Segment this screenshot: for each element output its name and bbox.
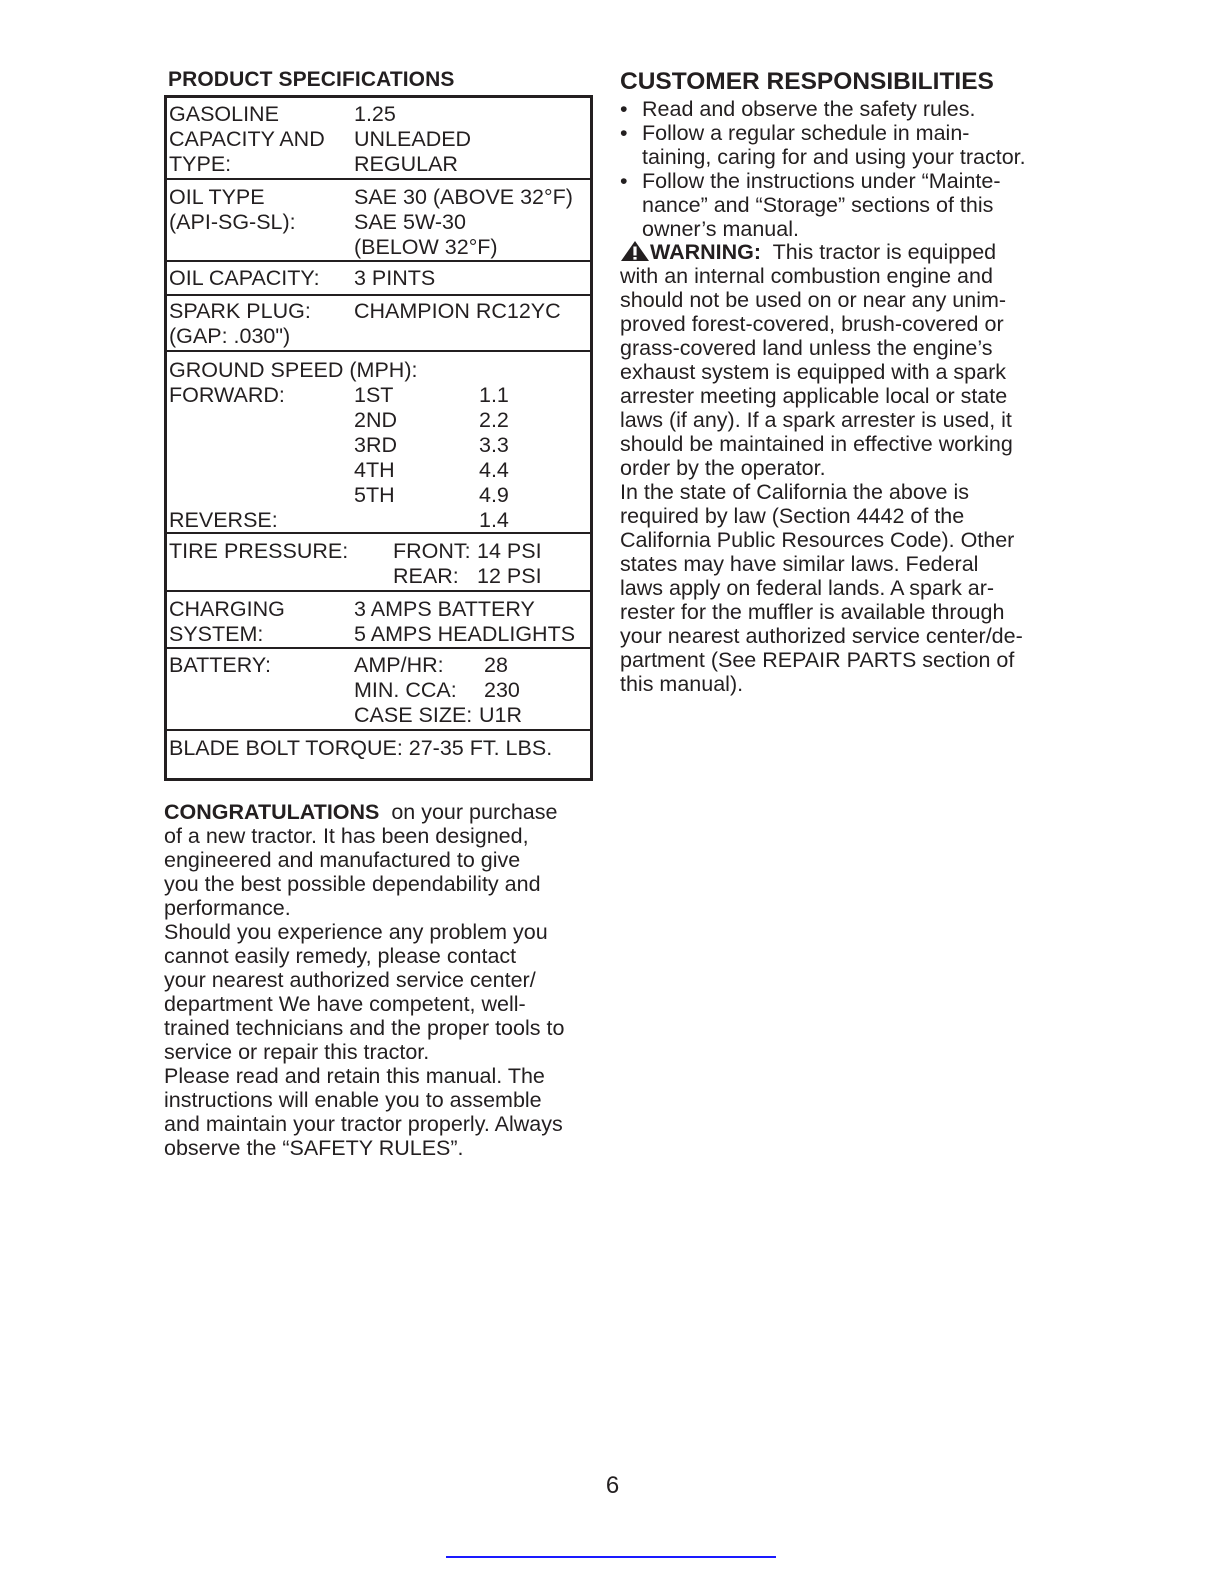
customer-responsibilities-heading: CUSTOMER RESPONSIBILITIES xyxy=(620,68,994,95)
spec-row-ground-speed xyxy=(167,350,590,532)
gear-label: 2ND xyxy=(354,408,398,432)
text-line: this manual). xyxy=(620,672,744,696)
text-line: instructions will enable you to assemble xyxy=(164,1088,542,1112)
text-line xyxy=(164,800,604,824)
text-line: taining, caring for and using your tractor. xyxy=(642,145,1026,169)
spec-value: 5 AMPS HEADLIGHTS xyxy=(354,622,576,646)
spec-label: CHARGING xyxy=(169,597,285,621)
text-span: on your purchase xyxy=(379,800,558,824)
spec-label: (GAP: .030") xyxy=(169,324,291,348)
congratulations-lead: CONGRATULATIONS xyxy=(164,800,380,824)
page-number: 6 xyxy=(605,1472,620,1499)
footer-link[interactable] xyxy=(446,1556,776,1558)
warning-paragraph xyxy=(620,240,1060,696)
responsibilities-list xyxy=(620,97,1060,241)
text-line: required by law (Section 4442 of the xyxy=(620,504,965,528)
spec-row-oil-capacity xyxy=(167,260,590,294)
text-line: Follow a regular schedule in main- xyxy=(642,121,970,145)
tire-front-value: 14 PSI xyxy=(477,539,542,563)
spec-value: 1.25 xyxy=(354,102,396,126)
spec-row-spark-plug xyxy=(167,294,590,350)
spec-label: SYSTEM: xyxy=(169,622,264,646)
text-line: states may have similar laws. Federal xyxy=(620,552,979,576)
list-item xyxy=(620,97,1060,121)
text-line: your nearest authorized service center/de- xyxy=(620,624,1023,648)
warning-triangle-icon xyxy=(620,240,650,262)
text-line: California Public Resources Code). Other xyxy=(620,528,1015,552)
spec-value: SAE 30 (ABOVE 32°F) xyxy=(354,185,573,209)
bullet-icon: • xyxy=(620,97,628,121)
text-line: cannot easily remedy, please contact xyxy=(164,944,517,968)
warning-label: WARNING: xyxy=(650,240,762,264)
tire-front-label: FRONT: xyxy=(393,539,471,563)
text-line: exhaust system is equipped with a spark xyxy=(620,360,1007,384)
congratulations-paragraph xyxy=(164,800,604,1160)
text-line: engineered and manufactured to give xyxy=(164,848,521,872)
text-line: owner’s manual. xyxy=(642,217,799,241)
gear-label: 4TH xyxy=(354,458,395,482)
text-line: rester for the muffler is available through xyxy=(620,600,1005,624)
spec-row-oil-type xyxy=(167,178,590,260)
gear-speed: 1.1 xyxy=(479,383,509,407)
tire-rear-label: REAR: xyxy=(393,564,459,588)
text-line: arrester meeting applicable local or state xyxy=(620,384,1008,408)
text-line: department We have competent, well- xyxy=(164,992,526,1016)
gear-speed: 2.2 xyxy=(479,408,509,432)
text-line: order by the operator. xyxy=(620,456,826,480)
spec-value: 3 PINTS xyxy=(354,266,436,290)
text-line: laws (if any). If a spark arrester is used, it xyxy=(620,408,1012,432)
gear-speed: 4.4 xyxy=(479,458,509,482)
battery-value: 28 xyxy=(484,653,508,677)
text-span: This tractor is equipped xyxy=(761,240,997,264)
text-line: Read and observe the safety rules. xyxy=(642,97,976,121)
bullet-icon: • xyxy=(620,169,628,193)
blade-bolt-torque: BLADE BOLT TORQUE: 27-35 FT. LBS. xyxy=(169,736,553,760)
text-line: Please read and retain this manual. The xyxy=(164,1064,545,1088)
text-line: proved forest-covered, brush-covered or xyxy=(620,312,1004,336)
forward-label: FORWARD: xyxy=(169,383,285,407)
text-line: and maintain your tractor properly. Always xyxy=(164,1112,563,1136)
text-line: partment (See REPAIR PARTS section of xyxy=(620,648,1015,672)
text-line: with an internal combustion engine and xyxy=(620,264,993,288)
text-line: performance. xyxy=(164,896,291,920)
text-line: Follow the instructions under “Mainte- xyxy=(642,169,1001,193)
spec-value: SAE 5W-30 xyxy=(354,210,466,234)
spec-row-tire-pressure xyxy=(167,532,590,590)
text-line: trained technicians and the proper tools to xyxy=(164,1016,565,1040)
text-line: grass-covered land unless the engine’s xyxy=(620,336,993,360)
text-line: observe the “SAFETY RULES”. xyxy=(164,1136,464,1160)
list-item xyxy=(620,169,1060,241)
text-line: of a new tractor. It has been designed, xyxy=(164,824,529,848)
spec-value: REGULAR xyxy=(354,152,458,176)
gear-speed: 3.3 xyxy=(479,433,509,457)
product-specifications-table xyxy=(164,95,593,781)
spec-label: OIL CAPACITY: xyxy=(169,266,320,290)
spec-row-battery xyxy=(167,647,590,729)
gear-speed: 4.9 xyxy=(479,483,509,507)
battery-key: AMP/HR: xyxy=(354,653,444,677)
gear-label: 1ST xyxy=(354,383,394,407)
gear-label: 3RD xyxy=(354,433,398,457)
list-item xyxy=(620,121,1060,169)
product-specifications-heading: PRODUCT SPECIFICATIONS xyxy=(168,68,455,91)
text-line xyxy=(620,240,1060,264)
text-line: nance” and “Storage” sections of this xyxy=(642,193,994,217)
bullet-icon: • xyxy=(620,121,628,145)
reverse-speed: 1.4 xyxy=(479,508,509,532)
text-line: laws apply on federal lands. A spark ar- xyxy=(620,576,995,600)
spec-value: UNLEADED xyxy=(354,127,472,151)
battery-key: MIN. CCA: xyxy=(354,678,457,702)
text-line: In the state of California the above is xyxy=(620,480,969,504)
spec-value: CHAMPION RC12YC xyxy=(354,299,561,323)
reverse-label: REVERSE: xyxy=(169,508,278,532)
text-line: you the best possible dependability and xyxy=(164,872,541,896)
spec-label: TIRE PRESSURE: xyxy=(169,539,349,563)
battery-value: U1R xyxy=(479,703,523,727)
text-line: Should you experience any problem you xyxy=(164,920,548,944)
text-line: should not be used on or near any unim- xyxy=(620,288,1007,312)
text-line: should be maintained in effective working xyxy=(620,432,1013,456)
spec-label: (API-SG-SL): xyxy=(169,210,296,234)
spec-row-charging xyxy=(167,590,590,647)
spec-label: OIL TYPE xyxy=(169,185,265,209)
spec-value: (BELOW 32°F) xyxy=(354,235,498,259)
spec-label: TYPE: xyxy=(169,152,232,176)
battery-key: CASE SIZE: xyxy=(354,703,473,727)
battery-value: 230 xyxy=(484,678,520,702)
spec-label: SPARK PLUG: xyxy=(169,299,311,323)
spec-row-gasoline xyxy=(167,98,590,178)
spec-label: BATTERY: xyxy=(169,653,271,677)
text-line: your nearest authorized service center/ xyxy=(164,968,536,992)
spec-row-blade-bolt xyxy=(167,729,590,781)
gear-label: 5TH xyxy=(354,483,395,507)
ground-speed-title: GROUND SPEED (MPH): xyxy=(169,358,418,382)
spec-label: GASOLINE xyxy=(169,102,279,126)
tire-rear-value: 12 PSI xyxy=(477,564,542,588)
text-line: service or repair this tractor. xyxy=(164,1040,430,1064)
spec-value: 3 AMPS BATTERY xyxy=(354,597,535,621)
spec-label: CAPACITY AND xyxy=(169,127,325,151)
